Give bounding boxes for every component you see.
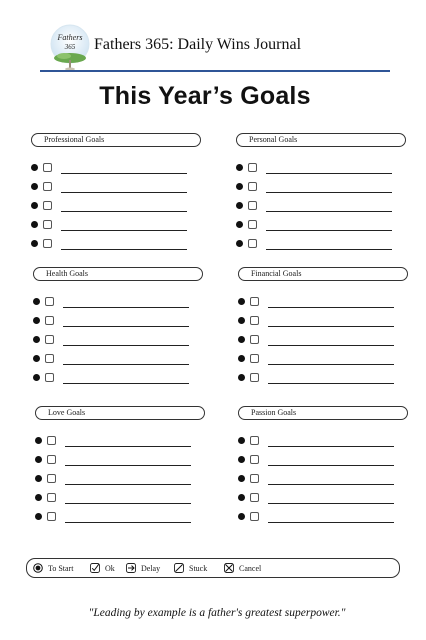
legend-ok-label: Ok <box>105 563 115 573</box>
legend-delay-label: Delay <box>141 563 161 573</box>
goal-write-line[interactable] <box>63 307 189 308</box>
goal-section <box>31 133 201 147</box>
bullet-icon <box>238 317 245 324</box>
goal-row <box>238 492 408 504</box>
bullet-icon <box>33 336 40 343</box>
bullet-icon <box>238 456 245 463</box>
legend-ok <box>90 559 115 577</box>
footer-quote: "Leading by example is a father's greatest superpower." <box>88 607 346 619</box>
goal-row <box>31 181 201 193</box>
bullet-icon <box>33 374 40 381</box>
bullet-icon <box>35 475 42 482</box>
goal-row <box>31 219 201 231</box>
bullet-icon <box>35 494 42 501</box>
goal-write-line[interactable] <box>65 465 191 466</box>
bullet-icon <box>238 475 245 482</box>
status-checkbox[interactable] <box>250 455 259 464</box>
bullet-icon <box>31 164 38 171</box>
goal-write-line[interactable] <box>266 230 392 231</box>
bullet-icon <box>238 298 245 305</box>
bullet-icon <box>33 317 40 324</box>
goal-write-line[interactable] <box>65 484 191 485</box>
status-checkbox[interactable] <box>250 373 259 382</box>
goal-write-line[interactable] <box>63 364 189 365</box>
legend-stuck-label: Stuck <box>189 563 208 573</box>
goal-write-line[interactable] <box>266 211 392 212</box>
goal-row <box>238 315 408 327</box>
svg-text:365: 365 <box>64 43 76 51</box>
goal-row <box>33 372 203 384</box>
status-checkbox[interactable] <box>43 182 52 191</box>
status-checkbox[interactable] <box>250 335 259 344</box>
goal-write-line[interactable] <box>65 503 191 504</box>
goal-row <box>238 372 408 384</box>
status-checkbox[interactable] <box>43 163 52 172</box>
status-checkbox[interactable] <box>43 239 52 248</box>
goal-write-line[interactable] <box>61 230 187 231</box>
goal-row <box>236 181 406 193</box>
legend-cancel-label: Cancel <box>239 563 262 573</box>
status-checkbox[interactable] <box>45 316 54 325</box>
goal-write-line[interactable] <box>266 249 392 250</box>
status-checkbox[interactable] <box>45 335 54 344</box>
status-checkbox[interactable] <box>43 220 52 229</box>
section-header: Passion Goals <box>238 406 408 420</box>
goal-write-line[interactable] <box>63 326 189 327</box>
goal-write-line[interactable] <box>268 465 394 466</box>
legend-cancel <box>224 559 261 577</box>
goal-row <box>31 162 201 174</box>
status-checkbox[interactable] <box>250 354 259 363</box>
goal-row <box>238 296 408 308</box>
bullet-icon <box>35 456 42 463</box>
goal-row <box>31 200 201 212</box>
goal-write-line[interactable] <box>61 192 187 193</box>
bullet-icon <box>236 202 243 209</box>
goal-row <box>238 353 408 365</box>
page-title: This Year’s Goals <box>99 82 311 110</box>
bullet-icon <box>31 240 38 247</box>
status-legend <box>26 558 400 578</box>
bullet-icon <box>238 437 245 444</box>
bullet-icon <box>238 355 245 362</box>
status-checkbox[interactable] <box>248 220 257 229</box>
status-checkbox[interactable] <box>250 316 259 325</box>
goal-write-line[interactable] <box>65 522 191 523</box>
goal-write-line[interactable] <box>268 484 394 485</box>
bullet-icon <box>238 494 245 501</box>
goal-write-line[interactable] <box>61 173 187 174</box>
goal-row <box>35 454 205 466</box>
goal-section <box>236 133 406 147</box>
status-checkbox[interactable] <box>47 493 56 502</box>
goal-write-line[interactable] <box>63 383 189 384</box>
goal-write-line[interactable] <box>61 249 187 250</box>
to-start-icon <box>33 563 43 573</box>
goal-write-line[interactable] <box>266 173 392 174</box>
status-checkbox[interactable] <box>248 163 257 172</box>
status-checkbox[interactable] <box>47 512 56 521</box>
goal-write-line[interactable] <box>268 364 394 365</box>
status-checkbox[interactable] <box>248 239 257 248</box>
bullet-icon <box>236 221 243 228</box>
bullet-icon <box>35 513 42 520</box>
goal-write-line[interactable] <box>268 446 394 447</box>
goal-row <box>35 511 205 523</box>
status-checkbox[interactable] <box>45 354 54 363</box>
goal-write-line[interactable] <box>63 345 189 346</box>
goal-write-line[interactable] <box>268 522 394 523</box>
bullet-icon <box>33 298 40 305</box>
legend-delay <box>126 559 160 577</box>
goal-row <box>35 435 205 447</box>
status-checkbox[interactable] <box>250 512 259 521</box>
bullet-icon <box>236 240 243 247</box>
status-checkbox[interactable] <box>47 474 56 483</box>
goal-write-line[interactable] <box>61 211 187 212</box>
goal-row <box>236 162 406 174</box>
goal-row <box>238 511 408 523</box>
bullet-icon <box>236 164 243 171</box>
goal-section <box>35 406 205 420</box>
goal-row <box>238 435 408 447</box>
legend-to-start-label: To Start <box>48 563 74 573</box>
goal-section <box>238 406 408 420</box>
bullet-icon <box>238 336 245 343</box>
header-divider <box>40 70 390 72</box>
status-checkbox[interactable] <box>248 182 257 191</box>
goal-section <box>238 267 408 281</box>
status-checkbox[interactable] <box>45 297 54 306</box>
stuck-slash-icon <box>174 563 184 573</box>
goal-row <box>238 454 408 466</box>
status-checkbox[interactable] <box>250 493 259 502</box>
goal-row <box>33 296 203 308</box>
status-checkbox[interactable] <box>45 373 54 382</box>
goal-write-line[interactable] <box>268 345 394 346</box>
bullet-icon <box>31 221 38 228</box>
goal-row <box>238 473 408 485</box>
journal-title: Fathers 365: Daily Wins Journal <box>94 36 302 53</box>
bullet-icon <box>31 183 38 190</box>
section-header: Love Goals <box>35 406 205 420</box>
bullet-icon <box>238 513 245 520</box>
status-checkbox[interactable] <box>248 201 257 210</box>
goal-row <box>31 238 201 250</box>
status-checkbox[interactable] <box>250 474 259 483</box>
legend-stuck <box>174 559 207 577</box>
ok-check-icon <box>90 563 100 573</box>
svg-text:Fathers: Fathers <box>57 33 83 42</box>
bullet-icon <box>236 183 243 190</box>
bullet-icon <box>35 437 42 444</box>
goal-row <box>238 334 408 346</box>
bullet-icon <box>238 374 245 381</box>
delay-arrow-icon <box>126 563 136 573</box>
goal-row <box>236 219 406 231</box>
goal-write-line[interactable] <box>268 383 394 384</box>
status-checkbox[interactable] <box>250 436 259 445</box>
goal-write-line[interactable] <box>266 192 392 193</box>
goal-write-line[interactable] <box>268 307 394 308</box>
legend-to-start <box>33 559 73 577</box>
goal-section <box>33 267 203 281</box>
status-checkbox[interactable] <box>250 297 259 306</box>
status-checkbox[interactable] <box>47 455 56 464</box>
section-header: Health Goals <box>33 267 203 281</box>
section-header: Professional Goals <box>31 133 201 147</box>
goal-write-line[interactable] <box>65 446 191 447</box>
goal-row <box>35 473 205 485</box>
status-checkbox[interactable] <box>47 436 56 445</box>
goal-write-line[interactable] <box>268 503 394 504</box>
cancel-x-icon <box>224 563 234 573</box>
fathers-365-logo <box>50 20 90 72</box>
bullet-icon <box>33 355 40 362</box>
goal-row <box>236 238 406 250</box>
goal-row <box>33 353 203 365</box>
section-header: Financial Goals <box>238 267 408 281</box>
goal-row <box>33 334 203 346</box>
goal-write-line[interactable] <box>268 326 394 327</box>
goal-row <box>236 200 406 212</box>
section-header: Personal Goals <box>236 133 406 147</box>
goal-row <box>35 492 205 504</box>
goal-row <box>33 315 203 327</box>
bullet-icon <box>31 202 38 209</box>
status-checkbox[interactable] <box>43 201 52 210</box>
